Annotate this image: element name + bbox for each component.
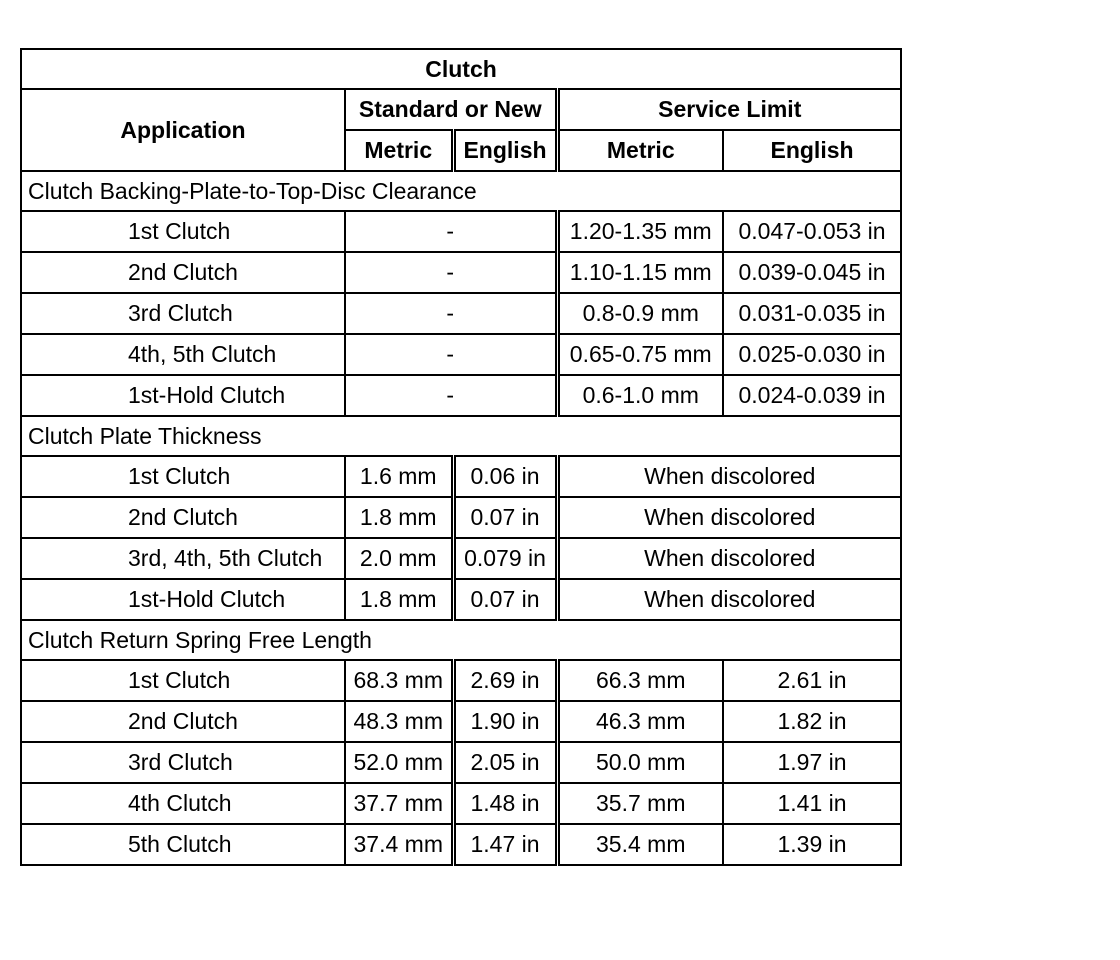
service-metric-cell: 35.4 mm <box>557 824 723 865</box>
service-english-cell: 0.039-0.045 in <box>723 252 901 293</box>
service-metric-cell: 35.7 mm <box>557 783 723 824</box>
table-row <box>21 701 901 742</box>
service-metric-cell: 46.3 mm <box>557 701 723 742</box>
table-row <box>21 742 901 783</box>
service-limit-cell: When discolored <box>557 497 901 538</box>
application-cell: 2nd Clutch <box>21 497 345 538</box>
standard-english-cell: 2.05 in <box>453 742 557 783</box>
service-metric-header: Metric <box>557 130 723 171</box>
standard-english-cell: 1.48 in <box>453 783 557 824</box>
application-cell: 3rd, 4th, 5th Clutch <box>21 538 345 579</box>
table-title-row <box>21 49 901 89</box>
service-metric-cell: 66.3 mm <box>557 660 723 701</box>
standard-metric-cell: 1.8 mm <box>345 579 453 620</box>
application-cell: 3rd Clutch <box>21 742 345 783</box>
standard-metric-cell: 37.4 mm <box>345 824 453 865</box>
table-row <box>21 497 901 538</box>
standard-metric-cell: 1.6 mm <box>345 456 453 497</box>
section-row <box>21 620 901 660</box>
header-row-1 <box>21 89 901 130</box>
standard-metric-cell: 2.0 mm <box>345 538 453 579</box>
service-english-cell: 1.82 in <box>723 701 901 742</box>
standard-or-new-header: Standard or New <box>345 89 557 130</box>
standard-english-cell: 0.06 in <box>453 456 557 497</box>
standard-metric-cell: 52.0 mm <box>345 742 453 783</box>
standard-metric-header: Metric <box>345 130 453 171</box>
service-english-cell: 0.031-0.035 in <box>723 293 901 334</box>
standard-value-cell: - <box>345 375 557 416</box>
service-english-cell: 0.047-0.053 in <box>723 211 901 252</box>
service-english-header: English <box>723 130 901 171</box>
standard-value-cell: - <box>345 252 557 293</box>
application-cell: 4th, 5th Clutch <box>21 334 345 375</box>
standard-english-cell: 2.69 in <box>453 660 557 701</box>
service-metric-cell: 50.0 mm <box>557 742 723 783</box>
standard-english-header: English <box>453 130 557 171</box>
application-cell: 1st Clutch <box>21 660 345 701</box>
table-row <box>21 334 901 375</box>
service-limit-header: Service Limit <box>557 89 901 130</box>
table-row <box>21 824 901 865</box>
service-limit-cell: When discolored <box>557 579 901 620</box>
service-metric-cell: 0.8-0.9 mm <box>557 293 723 334</box>
service-metric-cell: 0.6-1.0 mm <box>557 375 723 416</box>
standard-metric-cell: 68.3 mm <box>345 660 453 701</box>
application-cell: 2nd Clutch <box>21 701 345 742</box>
section-label: Clutch Return Spring Free Length <box>21 620 901 660</box>
standard-value-cell: - <box>345 211 557 252</box>
standard-metric-cell: 37.7 mm <box>345 783 453 824</box>
table-row <box>21 211 901 252</box>
application-cell: 1st Clutch <box>21 456 345 497</box>
table-row <box>21 660 901 701</box>
table-row <box>21 293 901 334</box>
standard-english-cell: 1.90 in <box>453 701 557 742</box>
standard-english-cell: 1.47 in <box>453 824 557 865</box>
section-label: Clutch Backing-Plate-to-Top-Disc Clearance <box>21 171 901 211</box>
service-english-cell: 1.97 in <box>723 742 901 783</box>
standard-value-cell: - <box>345 334 557 375</box>
table-row <box>21 456 901 497</box>
application-cell: 3rd Clutch <box>21 293 345 334</box>
table-row <box>21 538 901 579</box>
service-metric-cell: 1.10-1.15 mm <box>557 252 723 293</box>
service-english-cell: 1.39 in <box>723 824 901 865</box>
service-metric-cell: 1.20-1.35 mm <box>557 211 723 252</box>
application-cell: 4th Clutch <box>21 783 345 824</box>
standard-metric-cell: 1.8 mm <box>345 497 453 538</box>
service-english-cell: 1.41 in <box>723 783 901 824</box>
table-title: Clutch <box>21 49 901 89</box>
table-row <box>21 783 901 824</box>
standard-metric-cell: 48.3 mm <box>345 701 453 742</box>
standard-english-cell: 0.07 in <box>453 497 557 538</box>
service-metric-cell: 0.65-0.75 mm <box>557 334 723 375</box>
service-limit-cell: When discolored <box>557 456 901 497</box>
table-row <box>21 252 901 293</box>
section-row <box>21 416 901 456</box>
application-cell: 2nd Clutch <box>21 252 345 293</box>
service-english-cell: 2.61 in <box>723 660 901 701</box>
section-row <box>21 171 901 211</box>
application-header: Application <box>21 89 345 171</box>
standard-english-cell: 0.079 in <box>453 538 557 579</box>
standard-english-cell: 0.07 in <box>453 579 557 620</box>
clutch-spec-table <box>20 48 902 866</box>
table-row <box>21 375 901 416</box>
service-english-cell: 0.024-0.039 in <box>723 375 901 416</box>
application-cell: 5th Clutch <box>21 824 345 865</box>
service-english-cell: 0.025-0.030 in <box>723 334 901 375</box>
service-limit-cell: When discolored <box>557 538 901 579</box>
application-cell: 1st Clutch <box>21 211 345 252</box>
application-cell: 1st-Hold Clutch <box>21 579 345 620</box>
application-cell: 1st-Hold Clutch <box>21 375 345 416</box>
section-label: Clutch Plate Thickness <box>21 416 901 456</box>
standard-value-cell: - <box>345 293 557 334</box>
table-row <box>21 579 901 620</box>
